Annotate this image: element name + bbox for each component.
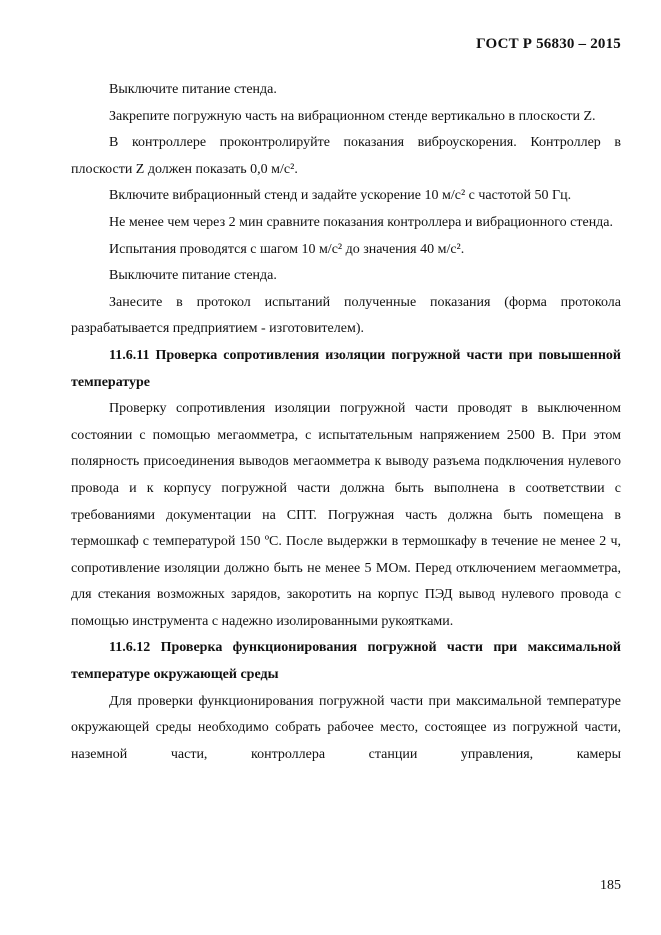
document-body [71, 77, 621, 768]
paragraph: Занесите в протокол испытаний полученные показания (форма протокола разрабатывается предприятием - изготовителем). [71, 294, 621, 337]
paragraph: Включите вибрационный стенд и задайте ускорение 10 м/с² с частотой 50 Гц. [109, 188, 572, 204]
paragraph: Выключите питание стенда. [109, 82, 277, 97]
paragraph: Закрепите погружную часть на вибрационном стенде вертикально в плоскости Z. [109, 108, 596, 124]
document-header: ГОСТ Р 56830 – 2015 [476, 36, 621, 52]
paragraph: В контроллере проконтролируйте показания виброускорения. Контроллер в плоскости Z должен показать 0,0 м/с². [71, 135, 621, 177]
section-heading: 11.6.12 Проверка функционирования погружной части при максимальной температуре окружающей среды [71, 640, 621, 683]
paragraph: Испытания проводятся с шагом 10 м/с² до значения 40 м/с². [109, 241, 465, 257]
paragraph: Проверку сопротивления изоляции погружной части проводят в выключенном состоянии с помощью мегаомметра, с испытательным напряжением 2500 В. При этом полярность присоединения выводов мегаомметра к выводу разъема подключения нулевого провода и к корпусу погружной части должна быть выполнена в соответствии с требованиями документации на СПТ. Погружная часть должна быть помещена в термошкаф с температурой 150 ºС. После выдержки в термошкафу в течение не менее 2 ч, сопротивление изоляции должно быть не менее 5 МОм. Перед отключением мегаомметра, для стекания возможных зарядов, закоротить на корпус ПЭД вывод нулевого провода с помощью инструмента с надежно изолированными рукоятками. [71, 401, 621, 629]
paragraph: Не менее чем через 2 мин сравните показания контроллера и вибрационного стенда. [109, 214, 614, 230]
paragraph: Для проверки функционирования погружной части при максимальной температуре окружающей среды необходимо собрать рабочее место, состоящее из погружной части, наземной части, контроллера станции управления, камеры [71, 693, 621, 762]
section-heading: 11.6.11 Проверка сопротивления изоляции погружной части при повышенной температуре [71, 347, 621, 390]
page-number: 185 [600, 878, 621, 893]
paragraph: Выключите питание стенда. [109, 268, 277, 284]
